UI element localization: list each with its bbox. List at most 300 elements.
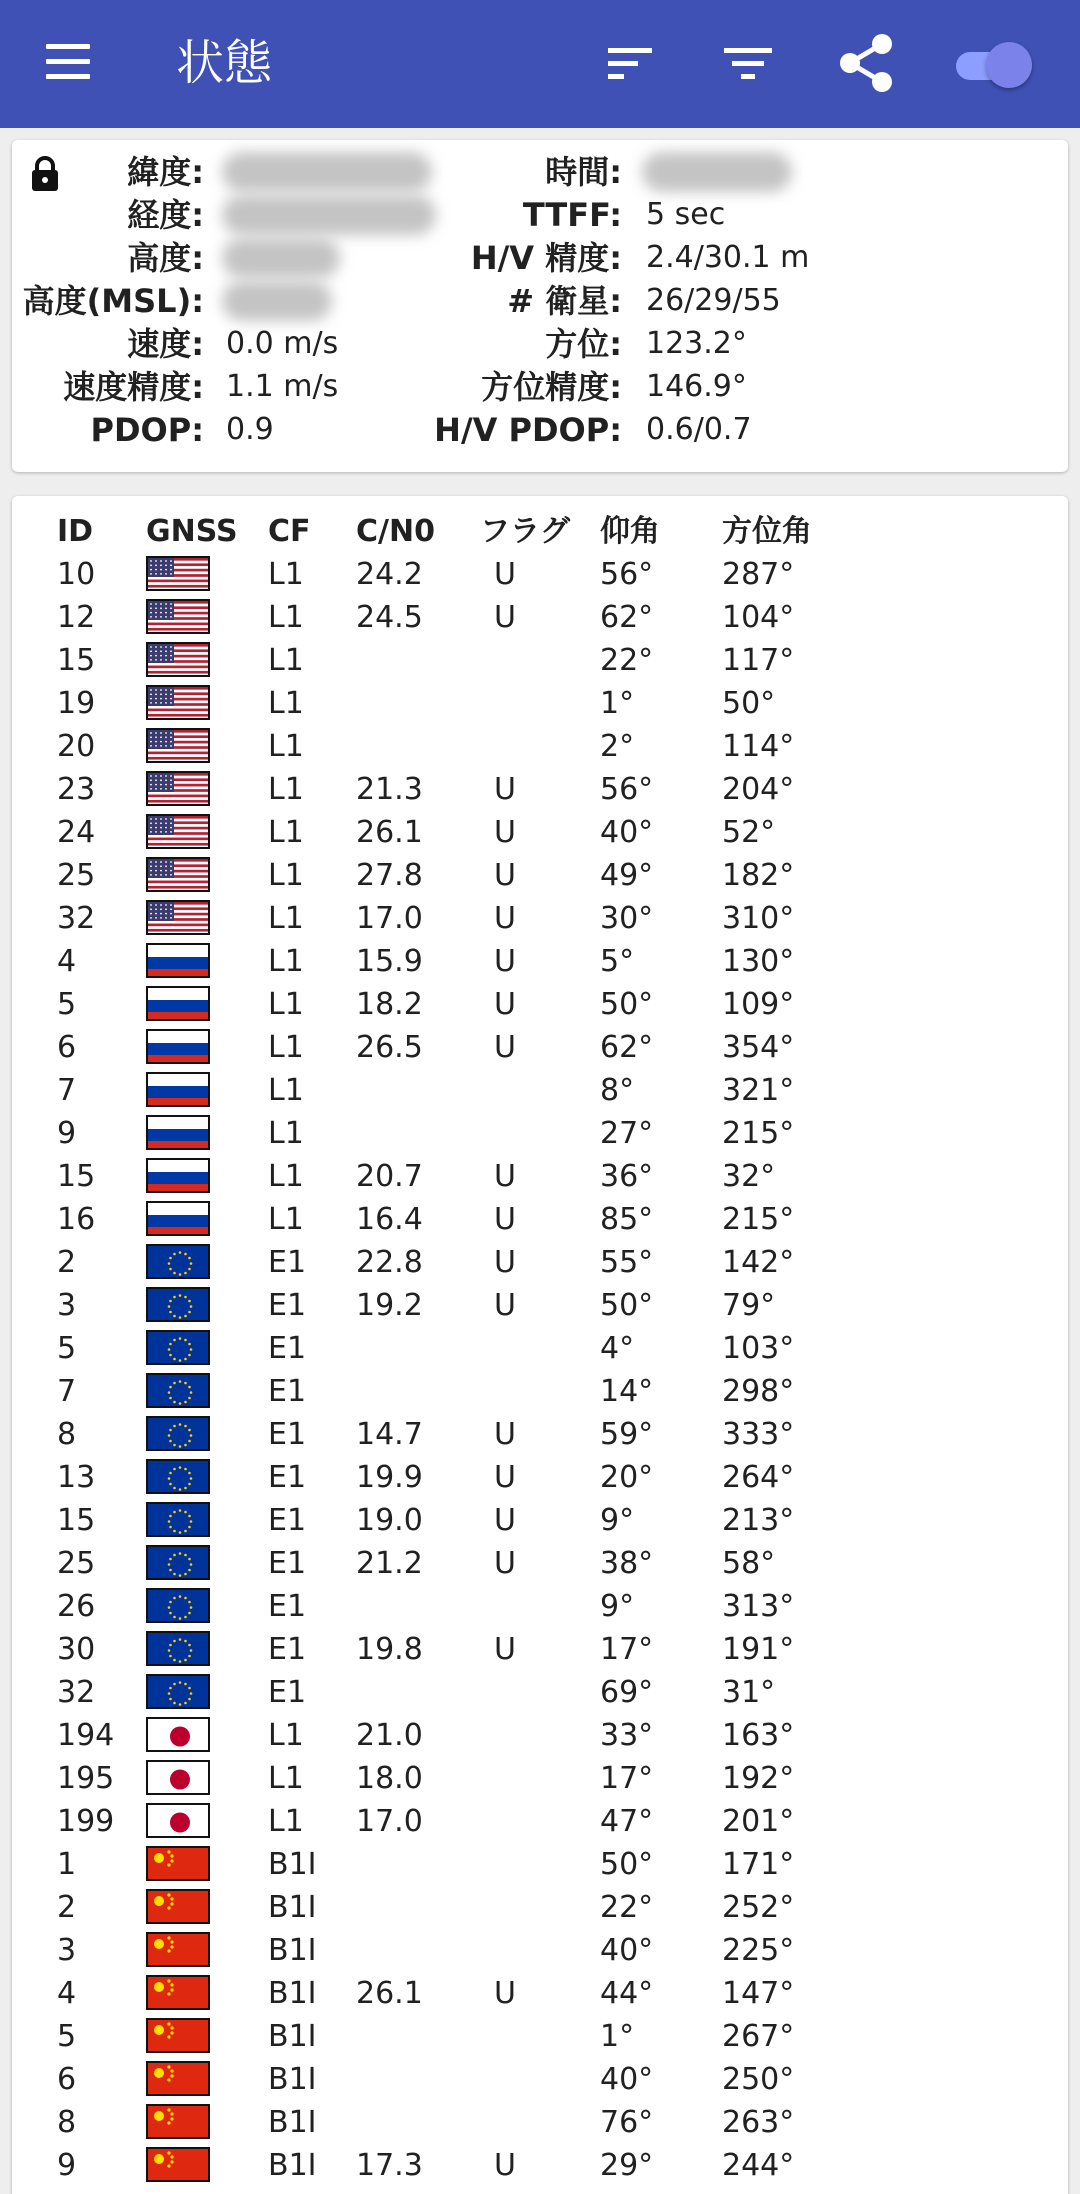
sat-id: 20 bbox=[57, 729, 96, 764]
flag-eu-icon bbox=[146, 1287, 210, 1322]
header-cf[interactable]: CF bbox=[268, 514, 311, 549]
satellite-row bbox=[12, 1628, 1068, 1671]
sat-cf: B1I bbox=[268, 1933, 317, 1968]
satellite-row bbox=[12, 1241, 1068, 1284]
sat-cf: L1 bbox=[268, 600, 304, 635]
status-value: 0.9 bbox=[226, 412, 274, 447]
menu-icon[interactable] bbox=[40, 38, 96, 90]
sat-azimuth: 267° bbox=[722, 2019, 795, 2054]
sat-elevation: 14° bbox=[600, 1374, 654, 1409]
satellite-row bbox=[12, 811, 1068, 854]
flag-usa-icon bbox=[146, 556, 210, 591]
sat-id: 8 bbox=[57, 1417, 77, 1452]
sat-id: 4 bbox=[57, 1976, 77, 2011]
sat-flags: U bbox=[494, 987, 516, 1022]
status-value: 2.4/30.1 m bbox=[646, 240, 810, 275]
flag-china-icon bbox=[146, 2061, 210, 2096]
satellite-row bbox=[12, 854, 1068, 897]
sat-cf: B1I bbox=[268, 1847, 317, 1882]
sat-elevation: 55° bbox=[600, 1245, 654, 1280]
sat-elevation: 56° bbox=[600, 557, 654, 592]
sat-cf: L1 bbox=[268, 729, 304, 764]
filter-icon[interactable] bbox=[718, 40, 778, 88]
sat-elevation: 50° bbox=[600, 987, 654, 1022]
sat-id: 32 bbox=[57, 901, 96, 936]
sat-elevation: 8° bbox=[600, 1073, 635, 1108]
sat-elevation: 27° bbox=[600, 1116, 654, 1151]
satellite-row bbox=[12, 1284, 1068, 1327]
sat-cn0: 19.8 bbox=[356, 1632, 423, 1667]
sat-elevation: 44° bbox=[600, 1976, 654, 2011]
flag-eu-icon bbox=[146, 1330, 210, 1365]
sat-flags: U bbox=[494, 815, 516, 850]
sat-elevation: 56° bbox=[600, 772, 654, 807]
sat-id: 3 bbox=[57, 1288, 77, 1323]
sat-id: 3 bbox=[57, 1933, 77, 1968]
sat-id: 9 bbox=[57, 2148, 77, 2183]
satellite-row bbox=[12, 1499, 1068, 1542]
sat-cf: L1 bbox=[268, 815, 304, 850]
flag-japan-icon bbox=[146, 1717, 210, 1752]
app-bar bbox=[0, 0, 1080, 128]
sat-cn0: 18.0 bbox=[356, 1761, 423, 1796]
sat-elevation: 9° bbox=[600, 1589, 635, 1624]
flag-eu-icon bbox=[146, 1416, 210, 1451]
sat-azimuth: 333° bbox=[722, 1417, 795, 1452]
flag-usa-icon bbox=[146, 814, 210, 849]
satellite-row bbox=[12, 1714, 1068, 1757]
sat-flags: U bbox=[494, 772, 516, 807]
satellite-row bbox=[12, 1757, 1068, 1800]
sat-cf: L1 bbox=[268, 557, 304, 592]
sat-flags: U bbox=[494, 1460, 516, 1495]
sat-cn0: 21.2 bbox=[356, 1546, 423, 1581]
flag-china-icon bbox=[146, 2018, 210, 2053]
sat-id: 26 bbox=[57, 1589, 96, 1624]
sort-icon[interactable] bbox=[600, 40, 660, 88]
sat-cf: E1 bbox=[268, 1546, 307, 1581]
flag-eu-icon bbox=[146, 1459, 210, 1494]
status-label: 速度: bbox=[127, 325, 204, 363]
sat-id: 13 bbox=[57, 1460, 96, 1495]
sat-id: 15 bbox=[57, 1159, 96, 1194]
sat-elevation: 47° bbox=[600, 1804, 654, 1839]
sat-cn0: 22.8 bbox=[356, 1245, 423, 1280]
satellite-row bbox=[12, 1800, 1068, 1843]
sat-azimuth: 287° bbox=[722, 557, 795, 592]
sat-cn0: 14.7 bbox=[356, 1417, 423, 1452]
satellite-row bbox=[12, 639, 1068, 682]
switch-thumb bbox=[986, 42, 1032, 88]
status-value: 123.2° bbox=[646, 326, 747, 361]
sat-azimuth: 298° bbox=[722, 1374, 795, 1409]
sat-azimuth: 244° bbox=[722, 2148, 795, 2183]
status-value: 5 sec bbox=[646, 197, 726, 232]
flag-usa-icon bbox=[146, 728, 210, 763]
satellite-row bbox=[12, 1198, 1068, 1241]
flag-eu-icon bbox=[146, 1588, 210, 1623]
satellite-row bbox=[12, 1069, 1068, 1112]
sat-elevation: 17° bbox=[600, 1632, 654, 1667]
sat-id: 5 bbox=[57, 2019, 77, 2054]
sat-cn0: 17.0 bbox=[356, 1804, 423, 1839]
flag-eu-icon bbox=[146, 1244, 210, 1279]
satellite-row bbox=[12, 1327, 1068, 1370]
sat-elevation: 22° bbox=[600, 1890, 654, 1925]
sat-id: 12 bbox=[57, 600, 96, 635]
satellite-row bbox=[12, 2144, 1068, 2187]
sat-elevation: 49° bbox=[600, 858, 654, 893]
satellite-row bbox=[12, 1456, 1068, 1499]
sat-id: 24 bbox=[57, 815, 96, 850]
sat-id: 5 bbox=[57, 987, 77, 1022]
sat-flags: U bbox=[494, 858, 516, 893]
sat-id: 5 bbox=[57, 1331, 77, 1366]
sat-cn0: 19.9 bbox=[356, 1460, 423, 1495]
satellite-row bbox=[12, 1026, 1068, 1069]
sat-elevation: 20° bbox=[600, 1460, 654, 1495]
satellite-row bbox=[12, 1542, 1068, 1585]
sat-azimuth: 313° bbox=[722, 1589, 795, 1624]
sat-elevation: 4° bbox=[600, 1331, 635, 1366]
flag-usa-icon bbox=[146, 599, 210, 634]
satellite-row bbox=[12, 2058, 1068, 2101]
sat-flags: U bbox=[494, 1245, 516, 1280]
sat-cf: B1I bbox=[268, 1890, 317, 1925]
header-flags[interactable]: フラグ bbox=[480, 514, 570, 549]
flag-china-icon bbox=[146, 1932, 210, 1967]
status-label: 高度(MSL): bbox=[22, 282, 204, 320]
sat-azimuth: 204° bbox=[722, 772, 795, 807]
sat-id: 199 bbox=[57, 1804, 115, 1839]
sat-azimuth: 191° bbox=[722, 1632, 795, 1667]
sat-cf: E1 bbox=[268, 1632, 307, 1667]
status-label: 経度: bbox=[127, 196, 204, 234]
sat-cn0: 18.2 bbox=[356, 987, 423, 1022]
status-value: 0.0 m/s bbox=[226, 326, 339, 361]
sat-cn0: 17.3 bbox=[356, 2148, 423, 2183]
satellite-row bbox=[12, 1413, 1068, 1456]
sat-azimuth: 50° bbox=[722, 686, 776, 721]
sat-azimuth: 213° bbox=[722, 1503, 795, 1538]
flag-russia-icon bbox=[146, 1072, 210, 1107]
sat-cn0: 26.1 bbox=[356, 1976, 423, 2011]
sat-id: 1 bbox=[57, 1847, 77, 1882]
toggle-switch[interactable] bbox=[952, 36, 1036, 92]
status-value: 146.9° bbox=[646, 369, 747, 404]
sat-elevation: 40° bbox=[600, 2062, 654, 2097]
satellite-row bbox=[12, 725, 1068, 768]
satellite-row bbox=[12, 596, 1068, 639]
sat-flags: U bbox=[494, 1503, 516, 1538]
sat-cn0: 20.7 bbox=[356, 1159, 423, 1194]
flag-eu-icon bbox=[146, 1674, 210, 1709]
flag-china-icon bbox=[146, 2147, 210, 2182]
satellite-row bbox=[12, 2101, 1068, 2144]
sat-azimuth: 215° bbox=[722, 1202, 795, 1237]
sat-azimuth: 215° bbox=[722, 1116, 795, 1151]
sat-flags: U bbox=[494, 1417, 516, 1452]
satellite-row bbox=[12, 1843, 1068, 1886]
flag-russia-icon bbox=[146, 943, 210, 978]
sat-elevation: 30° bbox=[600, 901, 654, 936]
sat-cf: L1 bbox=[268, 1718, 304, 1753]
sat-elevation: 40° bbox=[600, 815, 654, 850]
sat-id: 19 bbox=[57, 686, 96, 721]
sat-azimuth: 31° bbox=[722, 1675, 776, 1710]
satellite-row bbox=[12, 2015, 1068, 2058]
sat-azimuth: 52° bbox=[722, 815, 776, 850]
sat-cf: E1 bbox=[268, 1374, 307, 1409]
sat-cn0: 17.0 bbox=[356, 901, 423, 936]
sat-id: 15 bbox=[57, 643, 96, 678]
sat-azimuth: 163° bbox=[722, 1718, 795, 1753]
sat-cf: L1 bbox=[268, 1804, 304, 1839]
header-id[interactable]: ID bbox=[57, 514, 94, 549]
satellite-row bbox=[12, 1112, 1068, 1155]
sat-azimuth: 58° bbox=[722, 1546, 776, 1581]
sat-cf: E1 bbox=[268, 1417, 307, 1452]
sat-cf: L1 bbox=[268, 772, 304, 807]
flag-eu-icon bbox=[146, 1502, 210, 1537]
sat-azimuth: 79° bbox=[722, 1288, 776, 1323]
sat-elevation: 76° bbox=[600, 2105, 654, 2140]
sat-cf: B1I bbox=[268, 2148, 317, 2183]
sat-azimuth: 104° bbox=[722, 600, 795, 635]
sat-azimuth: 192° bbox=[722, 1761, 795, 1796]
sat-id: 9 bbox=[57, 1116, 77, 1151]
sat-elevation: 2° bbox=[600, 729, 635, 764]
flag-japan-icon bbox=[146, 1760, 210, 1795]
sat-azimuth: 201° bbox=[722, 1804, 795, 1839]
sat-id: 30 bbox=[57, 1632, 96, 1667]
sat-azimuth: 147° bbox=[722, 1976, 795, 2011]
sat-cn0: 21.3 bbox=[356, 772, 423, 807]
sat-id: 2 bbox=[57, 1245, 77, 1280]
satellite-row bbox=[12, 1370, 1068, 1413]
sat-flags: U bbox=[494, 1546, 516, 1581]
sat-id: 23 bbox=[57, 772, 96, 807]
sat-cf: B1I bbox=[268, 2019, 317, 2054]
sat-cf: E1 bbox=[268, 1503, 307, 1538]
satellite-row bbox=[12, 1972, 1068, 2015]
status-label: H/V PDOP: bbox=[434, 411, 622, 449]
sat-cn0: 16.4 bbox=[356, 1202, 423, 1237]
sat-cn0: 27.8 bbox=[356, 858, 423, 893]
sat-cf: L1 bbox=[268, 1159, 304, 1194]
redacted-value bbox=[642, 152, 792, 192]
sat-azimuth: 354° bbox=[722, 1030, 795, 1065]
satellite-row bbox=[12, 553, 1068, 596]
sat-cn0: 26.5 bbox=[356, 1030, 423, 1065]
satellite-row bbox=[12, 1886, 1068, 1929]
sat-id: 16 bbox=[57, 1202, 96, 1237]
flag-china-icon bbox=[146, 2104, 210, 2139]
satellite-row bbox=[12, 1929, 1068, 1972]
status-label: 緯度: bbox=[127, 153, 204, 191]
header-cn0[interactable]: C/N0 bbox=[356, 514, 435, 549]
sat-cf: E1 bbox=[268, 1675, 307, 1710]
sat-azimuth: 114° bbox=[722, 729, 795, 764]
sat-azimuth: 171° bbox=[722, 1847, 795, 1882]
sat-elevation: 29° bbox=[600, 2148, 654, 2183]
flag-usa-icon bbox=[146, 771, 210, 806]
sat-cf: E1 bbox=[268, 1245, 307, 1280]
sat-cf: L1 bbox=[268, 1116, 304, 1151]
flag-usa-icon bbox=[146, 900, 210, 935]
header-gnss[interactable]: GNSS bbox=[146, 514, 238, 549]
sat-id: 25 bbox=[57, 858, 96, 893]
sat-cf: E1 bbox=[268, 1589, 307, 1624]
sat-id: 7 bbox=[57, 1374, 77, 1409]
sat-flags: U bbox=[494, 1159, 516, 1194]
sat-cn0: 21.0 bbox=[356, 1718, 423, 1753]
sat-elevation: 62° bbox=[600, 1030, 654, 1065]
sat-elevation: 50° bbox=[600, 1847, 654, 1882]
sat-id: 2 bbox=[57, 1890, 77, 1925]
share-icon[interactable] bbox=[834, 30, 900, 96]
sat-azimuth: 321° bbox=[722, 1073, 795, 1108]
sat-cf: B1I bbox=[268, 2062, 317, 2097]
sat-cf: L1 bbox=[268, 643, 304, 678]
sat-id: 7 bbox=[57, 1073, 77, 1108]
sat-elevation: 38° bbox=[600, 1546, 654, 1581]
sat-azimuth: 109° bbox=[722, 987, 795, 1022]
header-azimuth[interactable]: 方位角 bbox=[722, 514, 812, 549]
satellite-row bbox=[12, 682, 1068, 725]
sat-elevation: 5° bbox=[600, 944, 635, 979]
satellite-card bbox=[12, 496, 1068, 2194]
sat-azimuth: 225° bbox=[722, 1933, 795, 1968]
sat-cn0: 26.1 bbox=[356, 815, 423, 850]
satellite-row bbox=[12, 897, 1068, 940]
satellite-row bbox=[12, 768, 1068, 811]
sat-cf: E1 bbox=[268, 1460, 307, 1495]
flag-russia-icon bbox=[146, 1029, 210, 1064]
sat-id: 6 bbox=[57, 1030, 77, 1065]
status-label: 時間: bbox=[545, 153, 622, 191]
sat-azimuth: 142° bbox=[722, 1245, 795, 1280]
sat-elevation: 1° bbox=[600, 686, 635, 721]
sat-cf: L1 bbox=[268, 987, 304, 1022]
flag-china-icon bbox=[146, 1889, 210, 1924]
sat-azimuth: 130° bbox=[722, 944, 795, 979]
sat-elevation: 1° bbox=[600, 2019, 635, 2054]
sat-azimuth: 32° bbox=[722, 1159, 776, 1194]
sat-azimuth: 117° bbox=[722, 643, 795, 678]
flag-russia-icon bbox=[146, 1201, 210, 1236]
sat-cf: L1 bbox=[268, 1030, 304, 1065]
status-label: 方位: bbox=[545, 325, 622, 363]
sat-elevation: 62° bbox=[600, 600, 654, 635]
sat-elevation: 69° bbox=[600, 1675, 654, 1710]
status-value: 1.1 m/s bbox=[226, 369, 339, 404]
sat-elevation: 59° bbox=[600, 1417, 654, 1452]
sat-cf: E1 bbox=[268, 1331, 307, 1366]
satellite-row bbox=[12, 1671, 1068, 1714]
satellite-row bbox=[12, 1155, 1068, 1198]
flag-russia-icon bbox=[146, 1115, 210, 1150]
flag-usa-icon bbox=[146, 857, 210, 892]
sat-azimuth: 250° bbox=[722, 2062, 795, 2097]
flag-china-icon bbox=[146, 1975, 210, 2010]
satellite-row bbox=[12, 1585, 1068, 1628]
status-label: 高度: bbox=[127, 239, 204, 277]
sat-cn0: 19.0 bbox=[356, 1503, 423, 1538]
sat-azimuth: 264° bbox=[722, 1460, 795, 1495]
sat-elevation: 33° bbox=[600, 1718, 654, 1753]
sat-flags: U bbox=[494, 557, 516, 592]
sat-azimuth: 182° bbox=[722, 858, 795, 893]
sat-flags: U bbox=[494, 944, 516, 979]
sat-cf: L1 bbox=[268, 1761, 304, 1796]
sat-cn0: 24.2 bbox=[356, 557, 423, 592]
status-label: 方位精度: bbox=[481, 368, 622, 406]
sat-id: 6 bbox=[57, 2062, 77, 2097]
sat-flags: U bbox=[494, 600, 516, 635]
flag-russia-icon bbox=[146, 986, 210, 1021]
sat-flags: U bbox=[494, 1030, 516, 1065]
sat-cf: E1 bbox=[268, 1288, 307, 1323]
sat-flags: U bbox=[494, 2148, 516, 2183]
flag-china-icon bbox=[146, 1846, 210, 1881]
sat-cf: L1 bbox=[268, 1073, 304, 1108]
flag-japan-icon bbox=[146, 1803, 210, 1838]
sat-cf: L1 bbox=[268, 1202, 304, 1237]
sat-azimuth: 263° bbox=[722, 2105, 795, 2140]
header-elevation[interactable]: 仰角 bbox=[600, 514, 660, 549]
flag-eu-icon bbox=[146, 1631, 210, 1666]
sat-elevation: 85° bbox=[600, 1202, 654, 1237]
sat-flags: U bbox=[494, 1976, 516, 2011]
sat-elevation: 50° bbox=[600, 1288, 654, 1323]
sat-cn0: 19.2 bbox=[356, 1288, 423, 1323]
sat-cn0: 15.9 bbox=[356, 944, 423, 979]
sat-azimuth: 310° bbox=[722, 901, 795, 936]
sat-azimuth: 252° bbox=[722, 1890, 795, 1925]
sat-cf: L1 bbox=[268, 858, 304, 893]
sat-id: 195 bbox=[57, 1761, 115, 1796]
status-value: 26/29/55 bbox=[646, 283, 781, 318]
sat-elevation: 17° bbox=[600, 1761, 654, 1796]
sat-cf: L1 bbox=[268, 944, 304, 979]
satellite-row bbox=[12, 940, 1068, 983]
sat-cf: L1 bbox=[268, 686, 304, 721]
status-label: # 衛星: bbox=[507, 282, 622, 320]
sat-flags: U bbox=[494, 1632, 516, 1667]
flag-usa-icon bbox=[146, 685, 210, 720]
satellite-row bbox=[12, 983, 1068, 1026]
status-value: 0.6/0.7 bbox=[646, 412, 752, 447]
sat-elevation: 40° bbox=[600, 1933, 654, 1968]
sat-flags: U bbox=[494, 1202, 516, 1237]
flag-eu-icon bbox=[146, 1545, 210, 1580]
status-label: PDOP: bbox=[90, 411, 204, 449]
status-label: TTFF: bbox=[522, 196, 622, 234]
sat-flags: U bbox=[494, 901, 516, 936]
sat-id: 8 bbox=[57, 2105, 77, 2140]
flag-usa-icon bbox=[146, 642, 210, 677]
sat-id: 10 bbox=[57, 557, 96, 592]
sat-id: 194 bbox=[57, 1718, 115, 1753]
sat-id: 4 bbox=[57, 944, 77, 979]
sat-flags: U bbox=[494, 1288, 516, 1323]
flag-eu-icon bbox=[146, 1373, 210, 1408]
sat-elevation: 22° bbox=[600, 643, 654, 678]
sat-id: 15 bbox=[57, 1503, 96, 1538]
sat-cn0: 24.5 bbox=[356, 600, 423, 635]
sat-cf: L1 bbox=[268, 901, 304, 936]
